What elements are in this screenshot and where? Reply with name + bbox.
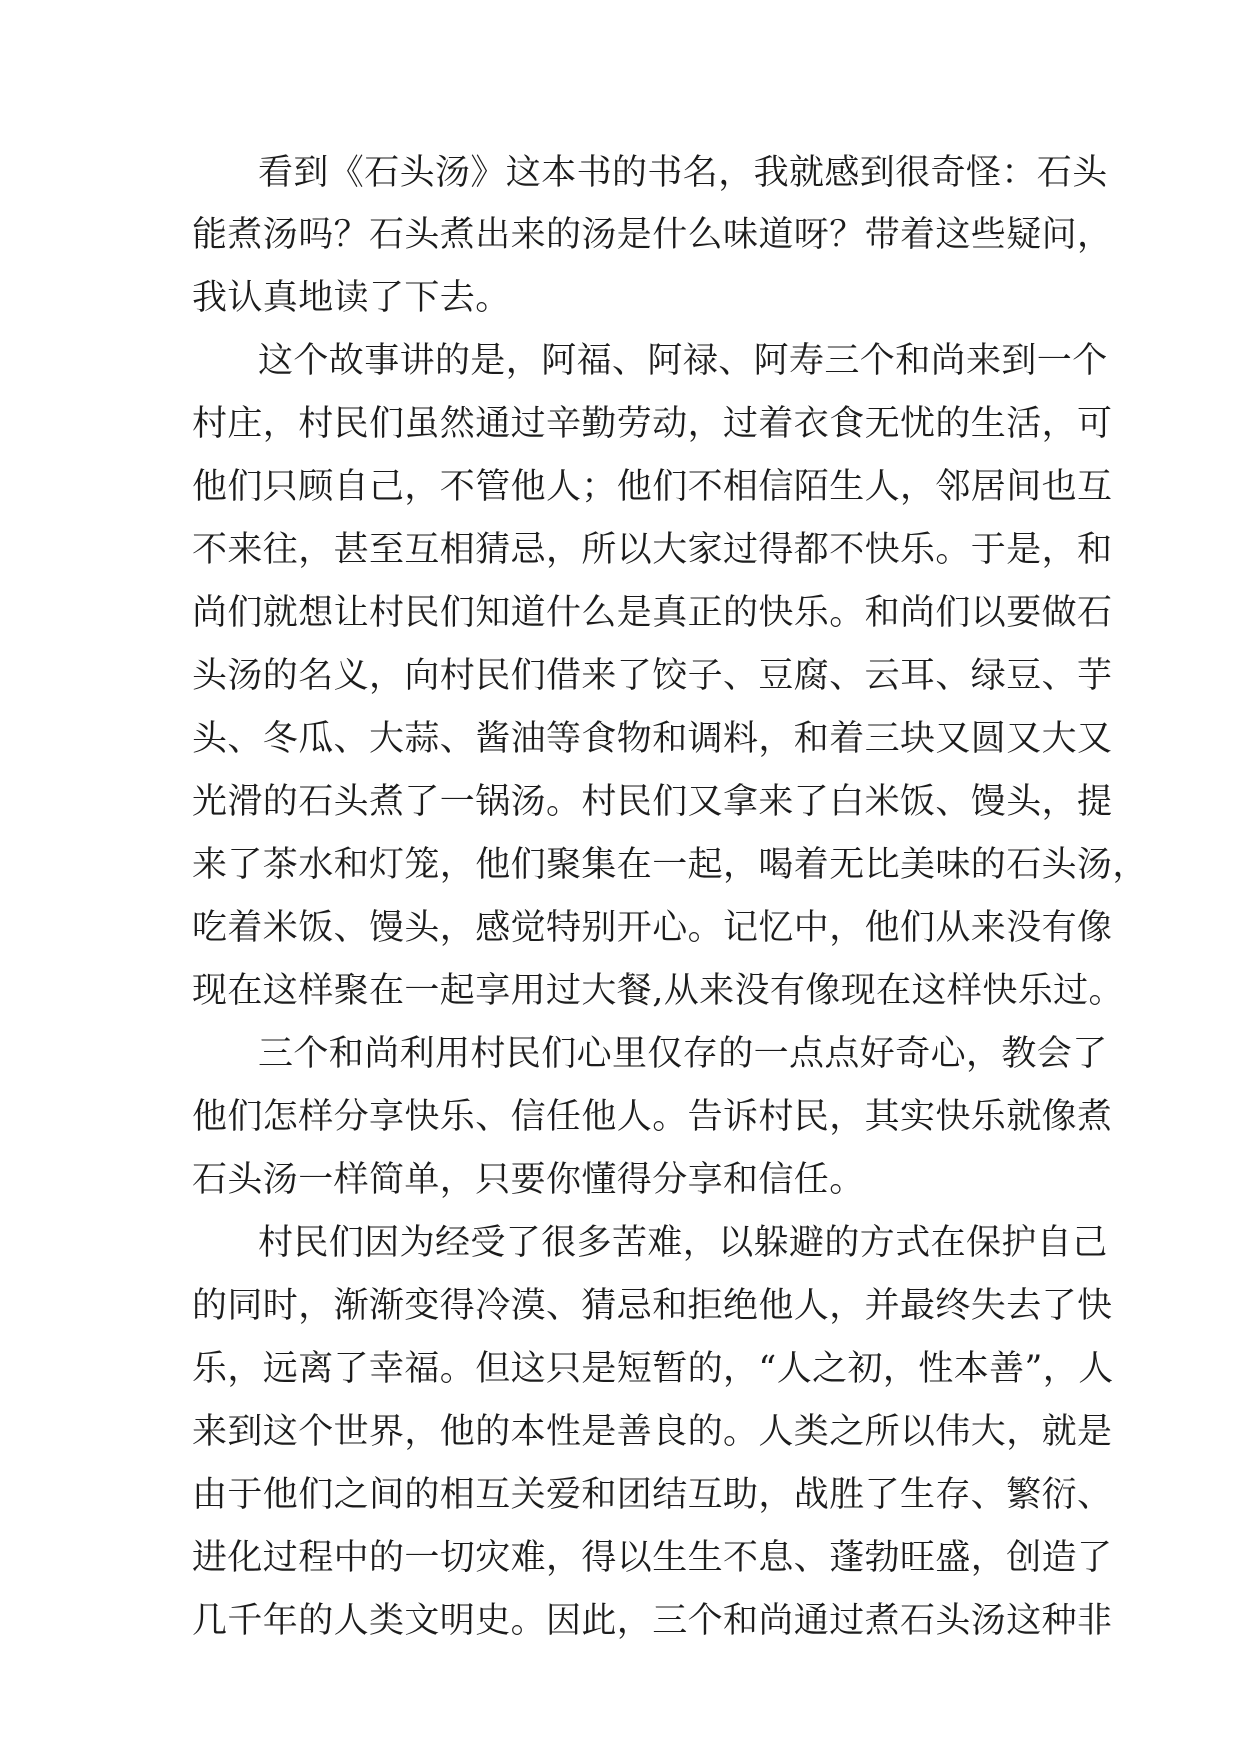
- text-line: 能煮汤吗？石头煮出来的汤是什么味道呀？带着这些疑问，: [192, 215, 1113, 255]
- text-line: 由于他们之间的相互关爱和团结互助，战胜了生存、繁衍、: [192, 1475, 1113, 1515]
- text-line: 现在这样聚在一起享用过大餐,从来没有像现在这样快乐过。: [192, 971, 1124, 1011]
- text-line: 吃着米饭、馒头，感觉特别开心。记忆中，他们从来没有像: [192, 908, 1113, 948]
- text-line: 来到这个世界，他的本性是善良的。人类之所以伟大，就是: [192, 1412, 1113, 1452]
- text-line: 来了茶水和灯笼，他们聚集在一起，喝着无比美味的石头汤，: [192, 845, 1148, 885]
- text-line: 不来往，甚至互相猜忌，所以大家过得都不快乐。于是，和: [192, 530, 1113, 570]
- text-line: 我认真地读了下去。: [192, 278, 511, 318]
- text-line: 这个故事讲的是，阿福、阿禄、阿寿三个和尚来到一个: [258, 341, 1108, 381]
- text-line: 尚们就想让村民们知道什么是真正的快乐。和尚们以要做石: [192, 593, 1113, 633]
- text-line: 几千年的人类文明史。因此，三个和尚通过煮石头汤这种非: [192, 1601, 1113, 1641]
- text-line: 他们只顾自己，不管他人；他们不相信陌生人，邻居间也互: [192, 467, 1113, 507]
- text-line: 看到《石头汤》这本书的书名，我就感到很奇怪：石头: [258, 153, 1108, 193]
- text-line: 的同时，渐渐变得冷漠、猜忌和拒绝他人，并最终失去了快: [192, 1286, 1113, 1326]
- text-line: 头、冬瓜、大蒜、酱油等食物和调料，和着三块又圆又大又: [192, 719, 1113, 759]
- text-line: 村庄，村民们虽然通过辛勤劳动，过着衣食无忧的生活，可: [192, 404, 1113, 444]
- text-line: 石头汤一样简单，只要你懂得分享和信任。: [192, 1160, 865, 1200]
- text-line: 头汤的名义，向村民们借来了饺子、豆腐、云耳、绿豆、芋: [192, 656, 1113, 696]
- text-line: 乐，远离了幸福。但这只是短暂的，“人之初，性本善”，人: [192, 1349, 1114, 1389]
- text-line: 他们怎样分享快乐、信任他人。告诉村民，其实快乐就像煮: [192, 1097, 1113, 1137]
- text-line: 三个和尚利用村民们心里仅存的一点点好奇心，教会了: [258, 1034, 1108, 1074]
- text-line: 光滑的石头煮了一锅汤。村民们又拿来了白米饭、馒头，提: [192, 782, 1113, 822]
- text-line: 进化过程中的一切灾难，得以生生不息、蓬勃旺盛，创造了: [192, 1538, 1113, 1578]
- text-line: 村民们因为经受了很多苦难，以躲避的方式在保护自己: [258, 1223, 1108, 1263]
